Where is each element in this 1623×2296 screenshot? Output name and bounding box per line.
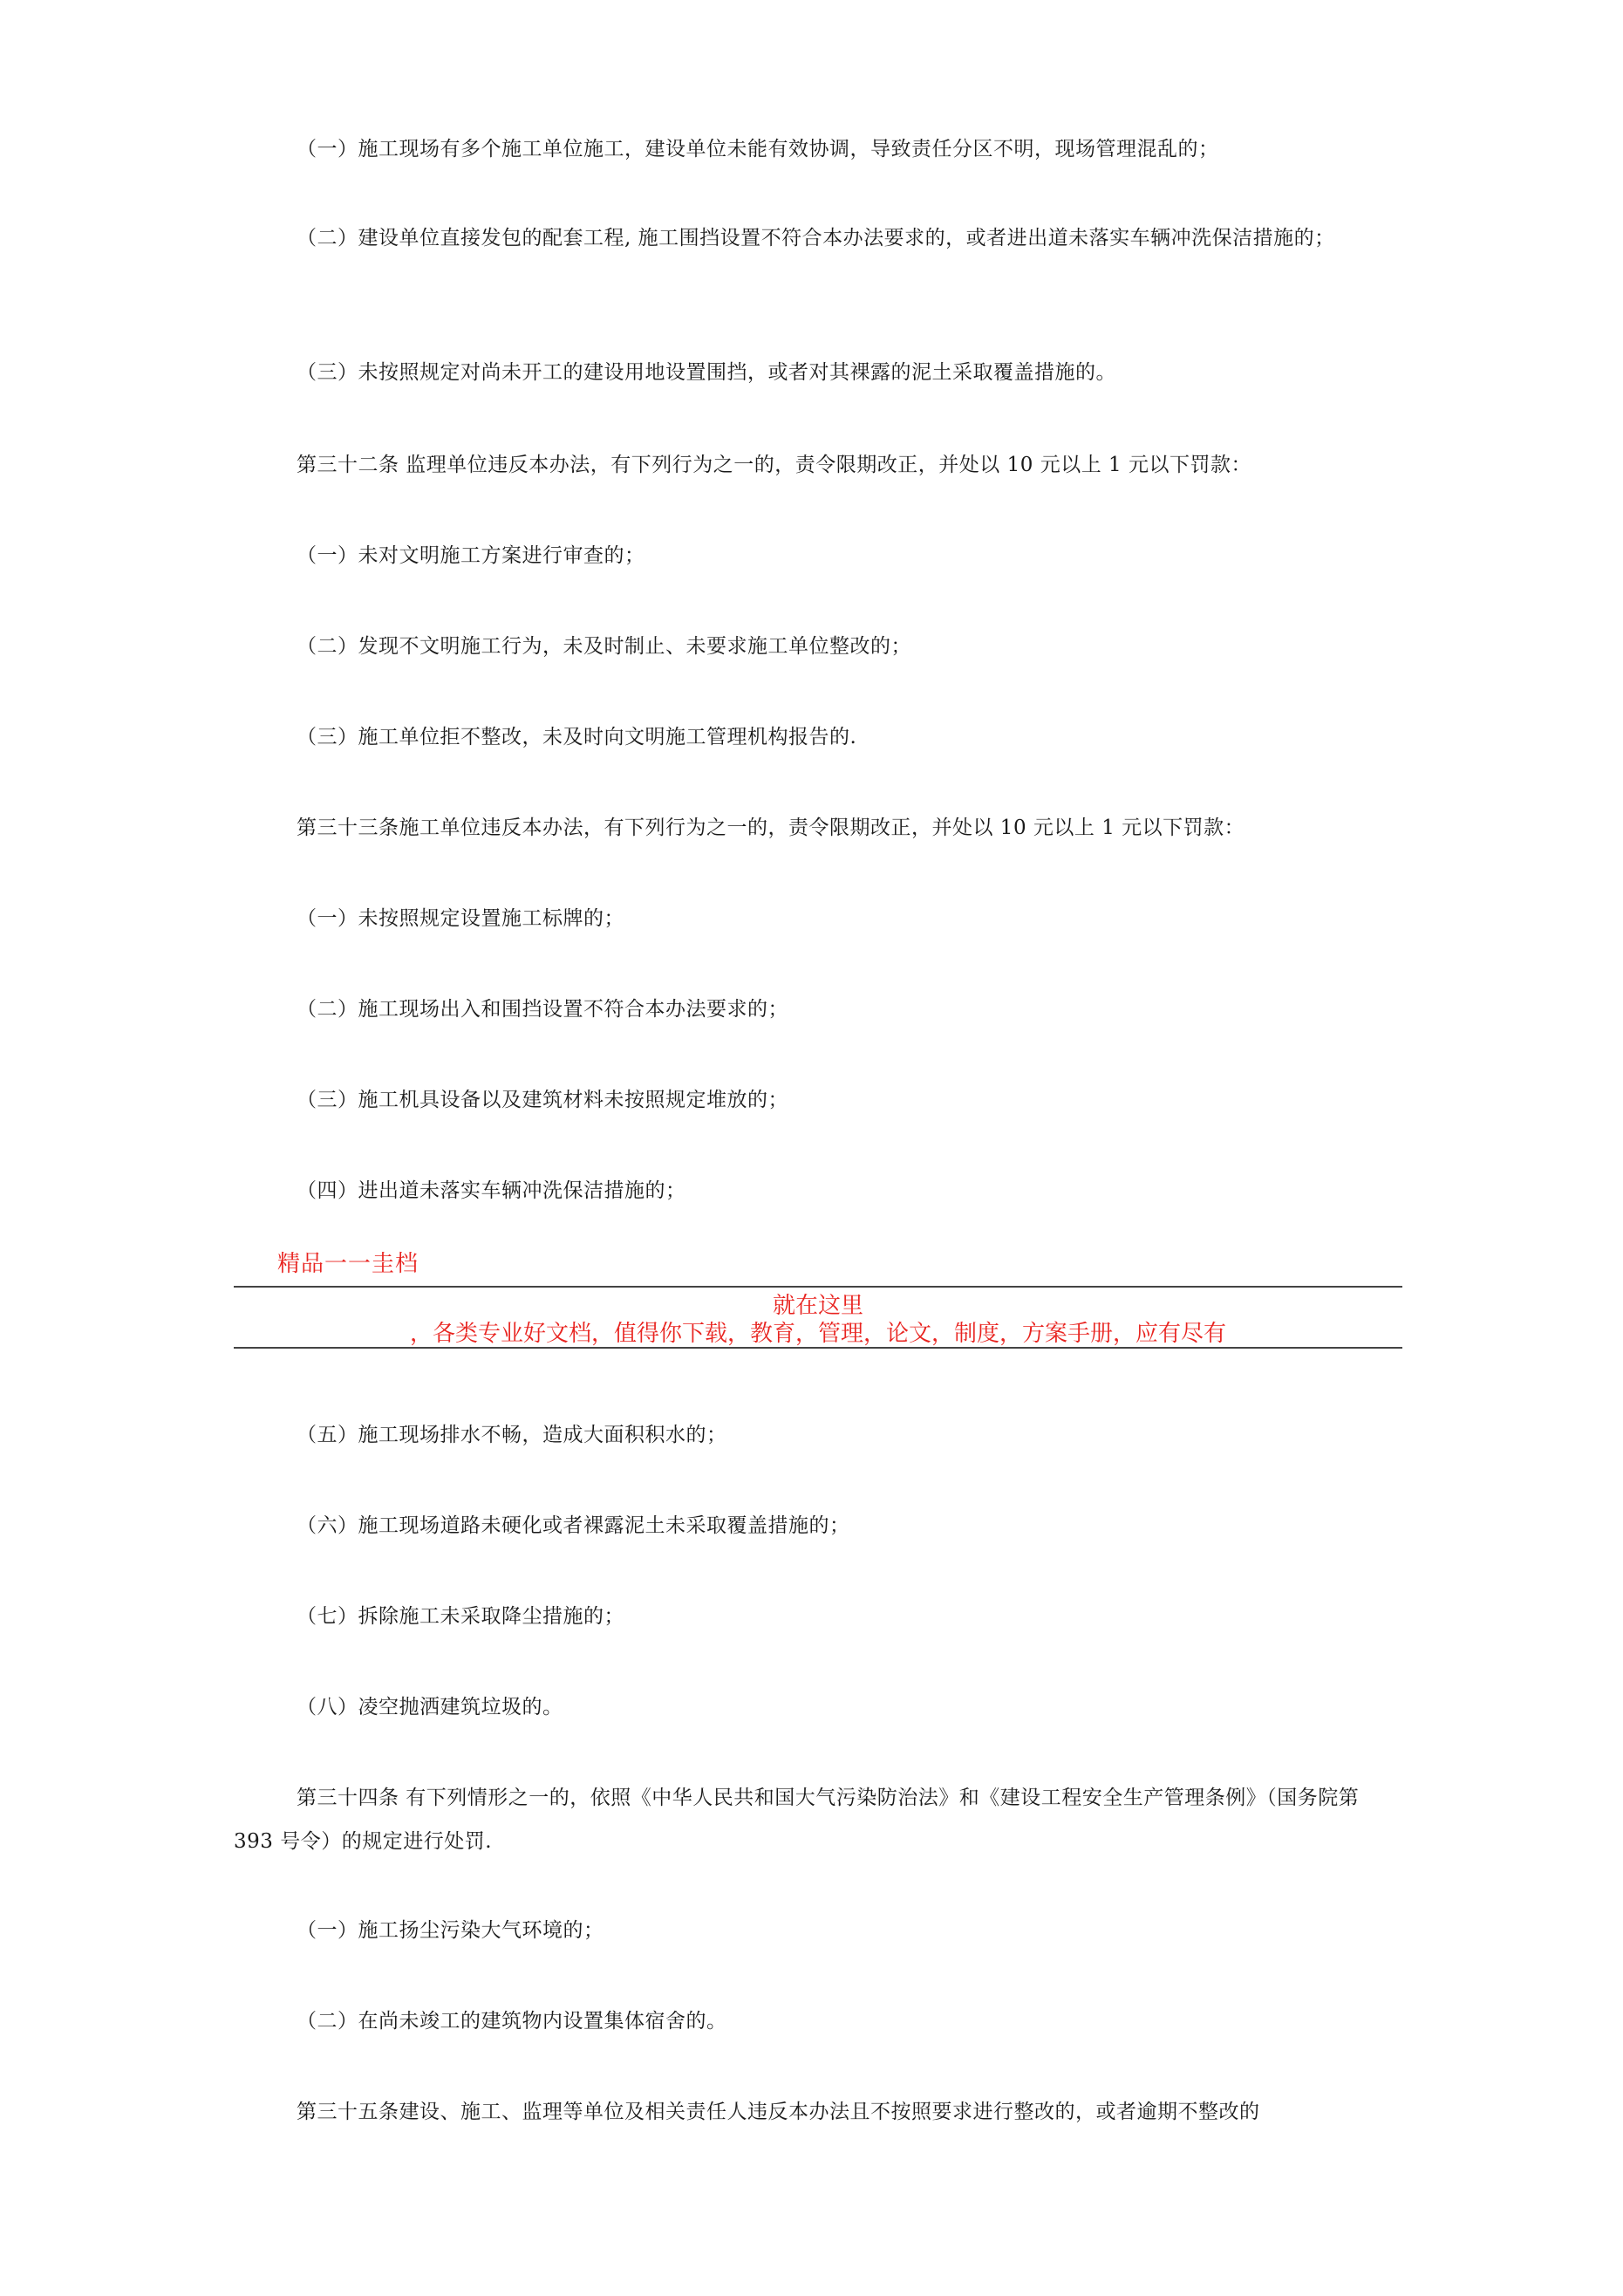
article-paragraph: 第三十三条施工单位违反本办法，有下列行为之一的，责令限期改正，并处以 10 元以上 1 元以下罚款： (297, 817, 1245, 839)
clause-paragraph: （八）凌空抛洒建筑垃圾的。 (297, 1696, 563, 1719)
banner-bottom-rule (234, 1347, 1402, 1349)
banner-tagline: ，各类专业好文档，值得你下载，教育，管理，论文，制度，方案手册，应有尽有 (409, 1321, 1226, 1347)
clause-paragraph: （二）在尚未竣工的建筑物内设置集体宿舍的。 (297, 2010, 727, 2033)
article-paragraph: 第三十五条建设、施工、监理等单位及相关责任人违反本办法且不按照要求进行整改的，或者逾期不整改的 (297, 2101, 1260, 2123)
clause-paragraph: （五）施工现场排水不畅，造成大面积积水的； (297, 1424, 727, 1446)
clause-paragraph: （四）进出道未落实车辆冲洗保洁措施的； (297, 1179, 686, 1202)
clause-paragraph: （一）未对文明施工方案进行审查的； (297, 544, 645, 567)
clause-paragraph: （三）施工机具设备以及建筑材料未按照规定堆放的； (297, 1089, 788, 1111)
clause-paragraph: （一）施工现场有多个施工单位施工，建设单位未能有效协调，导致责任分区不明，现场管理混乱的； (297, 138, 1219, 161)
article-paragraph: 第三十二条 监理单位违反本办法，有下列行为之一的，责令限期改正，并处以 10 元以上 1 元以下罚款： (297, 454, 1251, 476)
clause-paragraph: （七）拆除施工未采取降尘措施的； (297, 1605, 624, 1628)
clause-paragraph: （二）发现不文明施工行为，未及时制止、未要求施工单位整改的； (297, 635, 911, 658)
article-paragraph: 第三十四条 有下列情形之一的，依照《中华人民共和国大气污染防治法》和《建设工程安全生产管理条例》（国务院第 393 号令）的规定进行处罚. (234, 1787, 1360, 1853)
banner-brand-text: 精品一一圭档 (277, 1251, 419, 1277)
clause-paragraph: （三）施工单位拒不整改，未及时向文明施工管理机构报告的. (297, 726, 857, 748)
clause-paragraph: （六）施工现场道路未硬化或者裸露泥土未采取覆盖措施的； (297, 1514, 850, 1537)
banner-headline: 就在这里 (772, 1293, 863, 1319)
clause-paragraph: （二）施工现场出入和围挡设置不符合本办法要求的； (297, 998, 788, 1021)
clause-paragraph: （二）建设单位直接发包的配套工程, 施工围挡设置不符合本办法要求的，或者进出道未落实车辆冲洗保洁措施的； (297, 227, 1335, 249)
clause-paragraph: （一）未按照规定设置施工标牌的； (297, 907, 624, 930)
clause-paragraph: （一）施工扬尘污染大气环境的； (297, 1919, 604, 1942)
clause-paragraph: （三）未按照规定对尚未开工的建设用地设置围挡，或者对其裸露的泥土采取覆盖措施的。 (297, 361, 1116, 384)
